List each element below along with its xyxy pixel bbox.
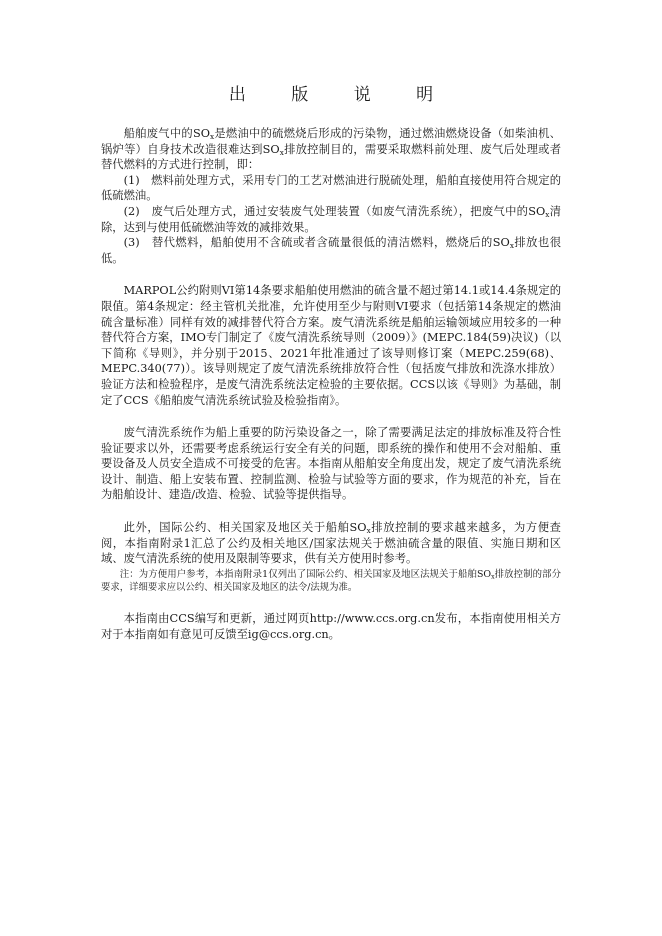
contact-paragraph: 本指南由CCS编写和更新，通过网页http://www.ccs.org.cn发布，本指南使用相关方对于本指南如有意见可反馈至ig@ccs.org.cn。 (101, 612, 561, 641)
footnote: 注：为方便用户参考，本指南附录1仅列出了国际公约、相关国家及地区法规关于船舶$SO_x$排放控制的部分要求，详细要求应以公约、相关国家及地区的法令/法规为准。 (101, 568, 561, 594)
appendix-paragraph: 此外，国际公约、相关国家及地区关于船舶$SO_x$排放控制的要求越来越多，为方便查阅，本指南附录1汇总了公约及相关地区/国家法规关于燃油硫含量的限值、实施日期和区域、废气清洗系统的使用及限制等要求，供有关方使用时参考。 (101, 521, 561, 566)
list-item-2: (2) 废气后处理方式，通过安装废气处理装置（如废气清洗系统），把废气中的$SO_x$清除，达到与使用低硫燃油等效的减排效果。 (101, 204, 561, 234)
list-item-1: (1) 燃料前处理方式，采用专门的工艺对燃油进行脱硫处理，船舶直接使用符合规定的低硫燃油。 (101, 173, 561, 203)
list-item-3: (3) 替代燃料，船舶使用不含硫或者含硫量很低的清洁燃料，燃烧后的$SO_x$排放也很低。 (101, 236, 561, 265)
page-title: 出 版 说 明 (228, 85, 454, 105)
safety-paragraph: 废气清洗系统作为船上重要的防污染设备之一，除了需要满足法定的排放标准及符合性验证要求以外，还需要考虑系统运行安全有关的问题，即系统的操作和使用不会对船舶、重要设备及人员安全造成不可接受的危害。本指南从船舶安全角度出发，规定了废气清洗系统设计、制造、船上安装布置、控制监测、检验与试验等方面的要求，作为规范的补充，旨在为船舶设计、建造/改造、检验、试验等提供指导。 (101, 426, 561, 502)
marpol-paragraph: MARPOL公约附则VI第14条要求船舶使用燃油的硫含量不超过第14.1或14.4条规定的限值。第4条规定：经主管机关批准，允许使用至少与附则VI要求（包括第14条规定的燃油硫含量标准）同样有效的减排替代符合方案。废气清洗系统是船舶运输领域应用较多的一种替代符合方案，IMO专门制定了《废气清洗系统导则（2009）》(MEPC.184(59)决议)（以下简称《导则》，并分别于2015、2021年批准通过了该导则修订案（MEPC.259(68)、MEPC.340(77)）。该导则规定了废气清洗系统排放符合性（包括废气排放和洗涤水排放）验证方法和检验程序，是废气清洗系统法定检验的主要依据。CCS以该《导则》为基础，制定了CCS《船舶废气清洗系统试验及检验指南》。 (101, 284, 561, 407)
intro-paragraph: 船舶废气中的$SO_x$是燃油中的硫燃烧后形成的污染物，通过燃油燃烧设备（如柴油机、锅炉等）自身技术改造很难达到$SO_x$排放控制目的，需要采取燃料前处理、废气后处理或者替代燃料的方式进行控制，即： (101, 127, 561, 172)
document-body (101, 126, 561, 642)
